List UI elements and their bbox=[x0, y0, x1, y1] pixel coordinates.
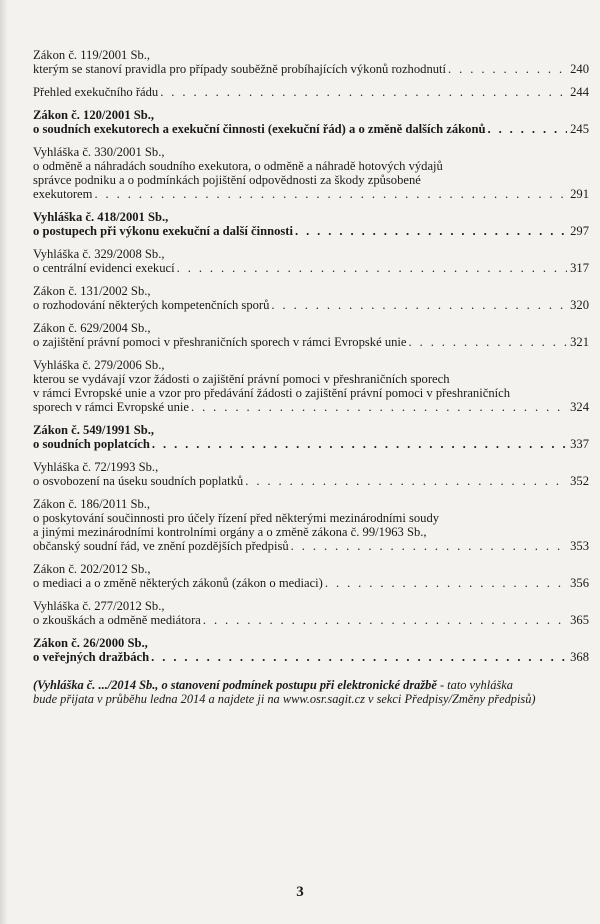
toc-page-number: 324 bbox=[570, 400, 589, 414]
toc-entry-title: Zákon č. 186/2011 Sb., bbox=[33, 497, 151, 511]
toc-entry-title: Zákon č. 549/1991 Sb., bbox=[33, 423, 155, 437]
toc-entry-lastline bbox=[33, 122, 589, 136]
toc-entry-lastline bbox=[33, 576, 589, 590]
note-text-line2: bude přijata v průběhu ledna 2014 a najdete ji na www.osr.sagit.cz v sekci Předpisy/Změny předpisů) bbox=[33, 692, 536, 706]
dot-leader bbox=[152, 437, 567, 451]
toc-page-number: 244 bbox=[570, 85, 589, 99]
toc-entry[interactable] bbox=[33, 423, 589, 451]
toc-entry-lastline bbox=[33, 261, 589, 275]
toc-page-number: 365 bbox=[570, 613, 589, 627]
toc-page-number: 245 bbox=[570, 122, 589, 136]
dot-leader bbox=[487, 122, 567, 136]
dot-leader bbox=[177, 261, 567, 275]
toc-entry-title: Vyhláška č. 277/2012 Sb., bbox=[33, 599, 165, 613]
toc-page-number: 297 bbox=[570, 224, 589, 238]
toc-entry-description: o zkouškách a odměně mediátora bbox=[33, 613, 201, 627]
dot-leader bbox=[325, 576, 567, 590]
dot-leader bbox=[291, 539, 567, 553]
toc-entry-description: o zajištění právní pomoci v přeshraničních sporech v rámci Evropské unie bbox=[33, 335, 407, 349]
toc-entry[interactable] bbox=[33, 108, 589, 136]
toc-entry-description: kterou se vydávají vzor žádosti o zajištění právní pomoci v přeshraničních sporech bbox=[33, 372, 450, 386]
toc-entry[interactable] bbox=[33, 210, 589, 238]
dot-leader bbox=[94, 187, 567, 201]
page-number: 3 bbox=[296, 884, 304, 900]
toc-entry-title: Vyhláška č. 329/2008 Sb., bbox=[33, 247, 165, 261]
toc-entry-description: o rozhodování některých kompetenčních sporů bbox=[33, 298, 270, 312]
toc-entry[interactable] bbox=[33, 247, 589, 275]
toc-entry[interactable] bbox=[33, 460, 589, 488]
toc-entry-description: sporech v rámci Evropské unie bbox=[33, 400, 189, 414]
toc-entry-lastline bbox=[33, 224, 589, 238]
dot-leader bbox=[448, 62, 567, 76]
toc-page-number: 320 bbox=[570, 298, 589, 312]
toc-entry-description: kterým se stanoví pravidla pro případy souběžně probíhajících výkonů rozhodnutí bbox=[33, 62, 447, 76]
toc-entry-lastline bbox=[33, 437, 589, 451]
toc-entry-lastline bbox=[33, 335, 589, 349]
toc-entry-lastline bbox=[33, 62, 589, 76]
toc-page-number: 356 bbox=[570, 576, 589, 590]
dot-leader bbox=[191, 400, 567, 414]
toc-entry-description: o poskytování součinnosti pro účely řízení před některými mezinárodními soudy bbox=[33, 511, 440, 525]
dot-leader bbox=[295, 224, 567, 238]
toc-entry-description: správce podniku a o podmínkách pojištění odpovědnosti za škody způsobené bbox=[33, 173, 421, 187]
toc-entry-lastline bbox=[33, 650, 589, 664]
toc-entry-title: Vyhláška č. 330/2001 Sb., bbox=[33, 145, 165, 159]
toc-entry-description: o soudních poplatcích bbox=[33, 437, 150, 451]
toc-entry-description: o osvobození na úseku soudních poplatků bbox=[33, 474, 244, 488]
toc-entry[interactable] bbox=[33, 497, 589, 553]
toc-entry-description: o centrální evidenci exekucí bbox=[33, 261, 175, 275]
toc-page-number: 353 bbox=[570, 539, 589, 553]
toc-entry[interactable] bbox=[33, 599, 589, 627]
toc-page-number: 352 bbox=[570, 474, 589, 488]
table-of-contents bbox=[33, 48, 589, 706]
toc-entry-title: Vyhláška č. 72/1993 Sb., bbox=[33, 460, 159, 474]
toc-entry[interactable] bbox=[33, 321, 589, 349]
toc-entry-description: o odměně a náhradách soudního exekutora, o odměně a náhradě hotových výdajů bbox=[33, 159, 443, 173]
toc-entry-description: exekutorem bbox=[33, 187, 93, 201]
toc-entry-title: Zákon č. 202/2012 Sb., bbox=[33, 562, 151, 576]
toc-entry-lastline bbox=[33, 539, 589, 553]
toc-entry-title: Zákon č. 131/2002 Sb., bbox=[33, 284, 151, 298]
toc-entry[interactable] bbox=[33, 48, 589, 76]
toc-entry-description: a jinými mezinárodními kontrolními orgány a o změně zákona č. 99/1963 Sb., bbox=[33, 525, 427, 539]
toc-entry-description: o postupech při výkonu exekuční a další činnosti bbox=[33, 224, 293, 238]
toc-entry-title: Zákon č. 26/2000 Sb., bbox=[33, 636, 148, 650]
toc-entry-description: občanský soudní řád, ve znění pozdějších předpisů bbox=[33, 539, 289, 553]
toc-entry-lastline bbox=[33, 400, 589, 414]
note-decree-reference: (Vyhláška č. .../2014 Sb., o stanovení podmínek postupu při elektronické dražbě bbox=[33, 678, 437, 692]
toc-entry-description: o soudních exekutorech a exekuční činnosti (exekuční řád) a o změně dalších zákonů bbox=[33, 122, 486, 136]
toc-entry-description: v rámci Evropské unie a vzor pro předávání žádosti o zajištění právní pomoci v přeshraničních bbox=[33, 386, 511, 400]
toc-page-number: 317 bbox=[570, 261, 589, 275]
dot-leader bbox=[409, 335, 568, 349]
toc-entry-description: o veřejných dražbách bbox=[33, 650, 150, 664]
toc-entry[interactable] bbox=[33, 284, 589, 312]
editorial-note bbox=[33, 678, 593, 706]
toc-entry-title: Vyhláška č. 418/2001 Sb., bbox=[33, 210, 169, 224]
toc-entry-title: Zákon č. 119/2001 Sb., bbox=[33, 48, 151, 62]
toc-page-number: 368 bbox=[570, 650, 589, 664]
toc-entry[interactable] bbox=[33, 145, 589, 201]
toc-entry[interactable] bbox=[33, 358, 589, 414]
toc-entry[interactable] bbox=[33, 85, 589, 99]
toc-entry-lastline bbox=[33, 187, 589, 201]
note-text-line1: - tato vyhláška bbox=[436, 678, 513, 692]
toc-entry-title: Zákon č. 629/2004 Sb., bbox=[33, 321, 151, 335]
page-edge-shadow bbox=[0, 0, 8, 924]
toc-entry-title: Přehled exekučního řádu bbox=[33, 85, 159, 99]
toc-entry-lastline bbox=[33, 474, 589, 488]
dot-leader bbox=[203, 613, 567, 627]
toc-entry-lastline bbox=[33, 298, 589, 312]
dot-leader bbox=[245, 474, 567, 488]
dot-leader bbox=[271, 298, 567, 312]
toc-page-number: 337 bbox=[570, 437, 589, 451]
dot-leader bbox=[160, 85, 567, 99]
dot-leader bbox=[151, 650, 567, 664]
toc-entry-description: o mediaci a o změně některých zákonů (zákon o mediaci) bbox=[33, 576, 323, 590]
toc-entry-title: Zákon č. 120/2001 Sb., bbox=[33, 108, 155, 122]
toc-entry[interactable] bbox=[33, 562, 589, 590]
toc-page-number: 291 bbox=[570, 187, 589, 201]
toc-page-number: 240 bbox=[570, 62, 589, 76]
toc-page-number: 321 bbox=[570, 335, 589, 349]
toc-entry-title: Vyhláška č. 279/2006 Sb., bbox=[33, 358, 165, 372]
toc-entry[interactable] bbox=[33, 636, 589, 664]
toc-entry-lastline bbox=[33, 85, 589, 99]
toc-entry-lastline bbox=[33, 613, 589, 627]
